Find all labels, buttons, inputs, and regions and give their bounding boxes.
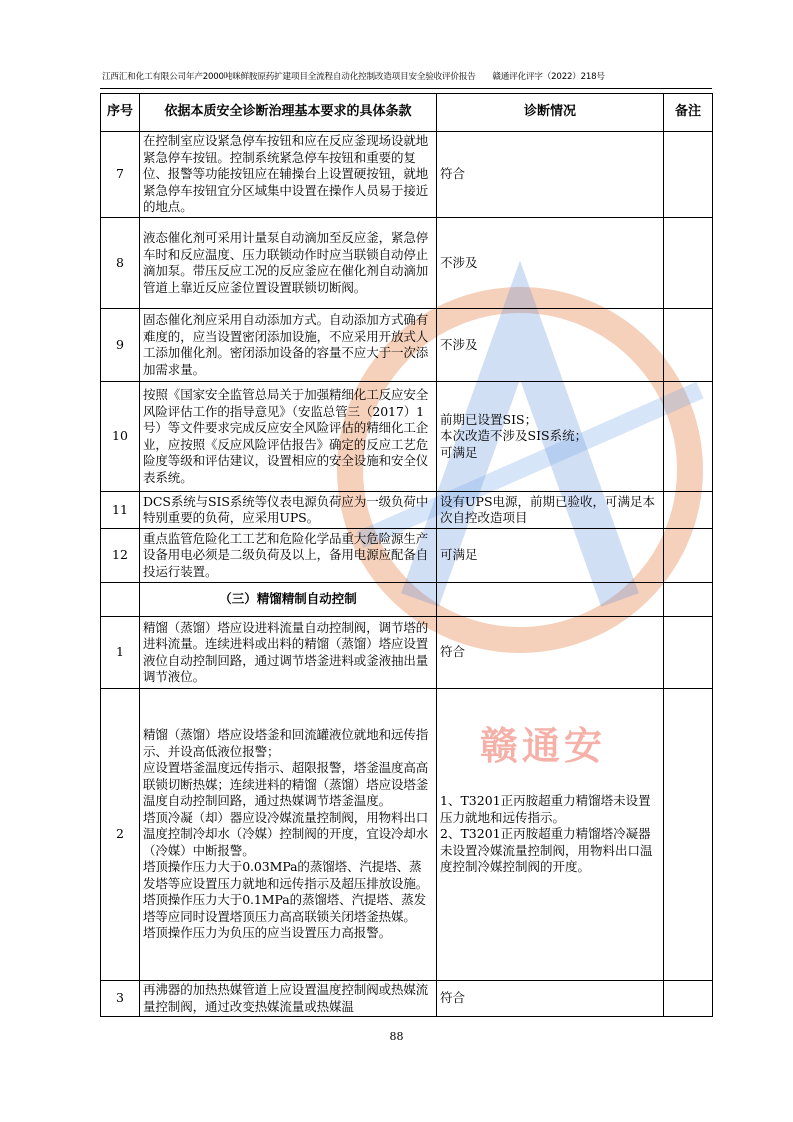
row-clause: 液态催化剂可采用计量泵自动滴加至反应釜，紧急停车时和反应温度、压力联锁动作时应当联锁自动停止滴加泵。带压反应工况的反应釜应在催化剂自动滴加管道上靠近反应釜位置设置联锁切断阀。	[140, 218, 437, 309]
row-clause: 重点监管危险化工工艺和危险化学品重大危险源生产设备用电必须是二级负荷及以上，备用电源应配备自投运行装置。	[140, 529, 437, 583]
table-row	[101, 529, 713, 583]
row-remark	[664, 617, 713, 689]
section-no	[101, 583, 140, 617]
row-remark	[664, 218, 713, 309]
section-row	[101, 583, 713, 617]
table-row	[101, 218, 713, 309]
row-no: 11	[101, 492, 140, 529]
row-clause: 精馏（蒸馏）塔应设进料流量自动控制阀，调节塔的进料流量。连续进料或出料的精馏（蒸馏）塔应设置液位自动控制回路，通过调节塔釜进料或釜液抽出量调节液位。	[140, 617, 437, 689]
row-no: 9	[101, 309, 140, 382]
table-row	[101, 617, 713, 689]
row-no: 10	[101, 382, 140, 492]
row-status: 不涉及	[437, 309, 664, 382]
row-remark	[664, 132, 713, 218]
watermark-text: 赣通安	[480, 724, 607, 768]
row-no: 3	[101, 981, 140, 1017]
row-no: 12	[101, 529, 140, 583]
row-clause: DCS系统与SIS系统等仪表电源负荷应为一级负荷中特别重要的负荷，应采用UPS。	[140, 492, 437, 529]
row-remark	[664, 981, 713, 1017]
row-no: 8	[101, 218, 140, 309]
row-clause: 按照《国家安全监管总局关于加强精细化工反应安全风险评估工作的指导意见》（安监总管三（2017）1号）等文件要求完成反应安全风险评估的精细化工企业，应按照《反应风险评估报告》确定的反应工艺危险度等级和评估建议，设置相应的安全设施和安全仪表系统。	[140, 382, 437, 492]
row-clause: 在控制室应设紧急停车按钮和应在反应釜现场设就地紧急停车按钮。控制系统紧急停车按钮和重要的复位、报警等功能按钮应在辅操台上设置硬按钮，就地紧急停车按钮宜分区域集中设置在操作人员易于接近的地点。	[140, 132, 437, 218]
table-row	[101, 132, 713, 218]
col-header-no: 序号	[101, 94, 140, 132]
row-status: 1、T3201正丙胺超重力精馏塔未设置压力就地和远传指示。 2、T3201正丙胺超重力精馏塔冷凝器未设置冷媒流量控制阀，用物料出口温度控制冷媒控制阀的开度。	[437, 689, 664, 981]
row-status: 设有UPS电源，前期已验收，可满足本次自控改造项目	[437, 492, 664, 529]
table-row	[101, 382, 713, 492]
report-header: 江西汇和化工有限公司年产2000吨咪鲜胺原药扩建项目全流程自动化控制改造项目安全验收评价报告 赣通评化评字（2022）218号	[102, 72, 605, 82]
row-status: 符合	[437, 981, 664, 1017]
row-status: 不涉及	[437, 218, 664, 309]
col-header-clause: 依据本质安全诊断治理基本要求的具体条款	[140, 94, 437, 132]
col-header-status: 诊断情况	[437, 94, 664, 132]
row-no: 7	[101, 132, 140, 218]
table-row	[101, 689, 713, 981]
row-status: 符合	[437, 132, 664, 218]
row-clause: 再沸器的加热热媒管道上应设置温度控制阀或热媒流量控制阀，通过改变热媒流量或热媒温	[140, 981, 437, 1017]
row-status: 前期已设置SIS； 本次改造不涉及SIS系统； 可满足	[437, 382, 664, 492]
row-remark	[664, 529, 713, 583]
row-remark	[664, 689, 713, 981]
section-status	[437, 583, 664, 617]
table-header-row	[101, 94, 713, 132]
row-status: 符合	[437, 617, 664, 689]
table-row	[101, 492, 713, 529]
row-clause: 精馏（蒸馏）塔应设塔釜和回流罐液位就地和远传指示、并设高低液位报警； 应设置塔釜温度远传指示、超限报警，塔釜温度高高联锁切断热媒；连续进料的精馏（蒸馏）塔应设塔釜温度自动控制回路，通过热媒调节塔釜温度。 塔顶冷凝（却）器应设冷媒流量控制阀，用物料出口温度控制冷却水（冷媒）控制阀的开度，宜设冷却水（冷媒）中断报警。 塔顶操作压力大于0.03MPa的蒸馏塔、汽提塔、蒸发塔等应设置压力就地和远传指示及超压排放设施。 塔顶操作压力大于0.1MPa的蒸馏塔、汽提塔、蒸发塔等应同时设置塔顶压力高高联锁关闭塔釜热媒。 塔顶操作压力为负压的应当设置压力高报警。	[140, 689, 437, 981]
row-remark	[664, 309, 713, 382]
table-row	[101, 981, 713, 1017]
row-clause: 固态催化剂应采用自动添加方式。自动添加方式确有难度的，应当设置密闭添加设施，不应采用开放式人工添加催化剂。密闭添加设备的容量不应大于一次添加需求量。	[140, 309, 437, 382]
row-no: 1	[101, 617, 140, 689]
diagnosis-table	[100, 93, 713, 1017]
row-remark	[664, 382, 713, 492]
section-title: （三）精馏精制自动控制	[140, 583, 437, 617]
page-number: 88	[389, 1030, 404, 1043]
row-remark	[664, 492, 713, 529]
header-rule	[100, 88, 712, 89]
col-header-remark: 备注	[664, 94, 713, 132]
row-no: 2	[101, 689, 140, 981]
row-status: 可满足	[437, 529, 664, 583]
section-remark	[664, 583, 713, 617]
table-row	[101, 309, 713, 382]
